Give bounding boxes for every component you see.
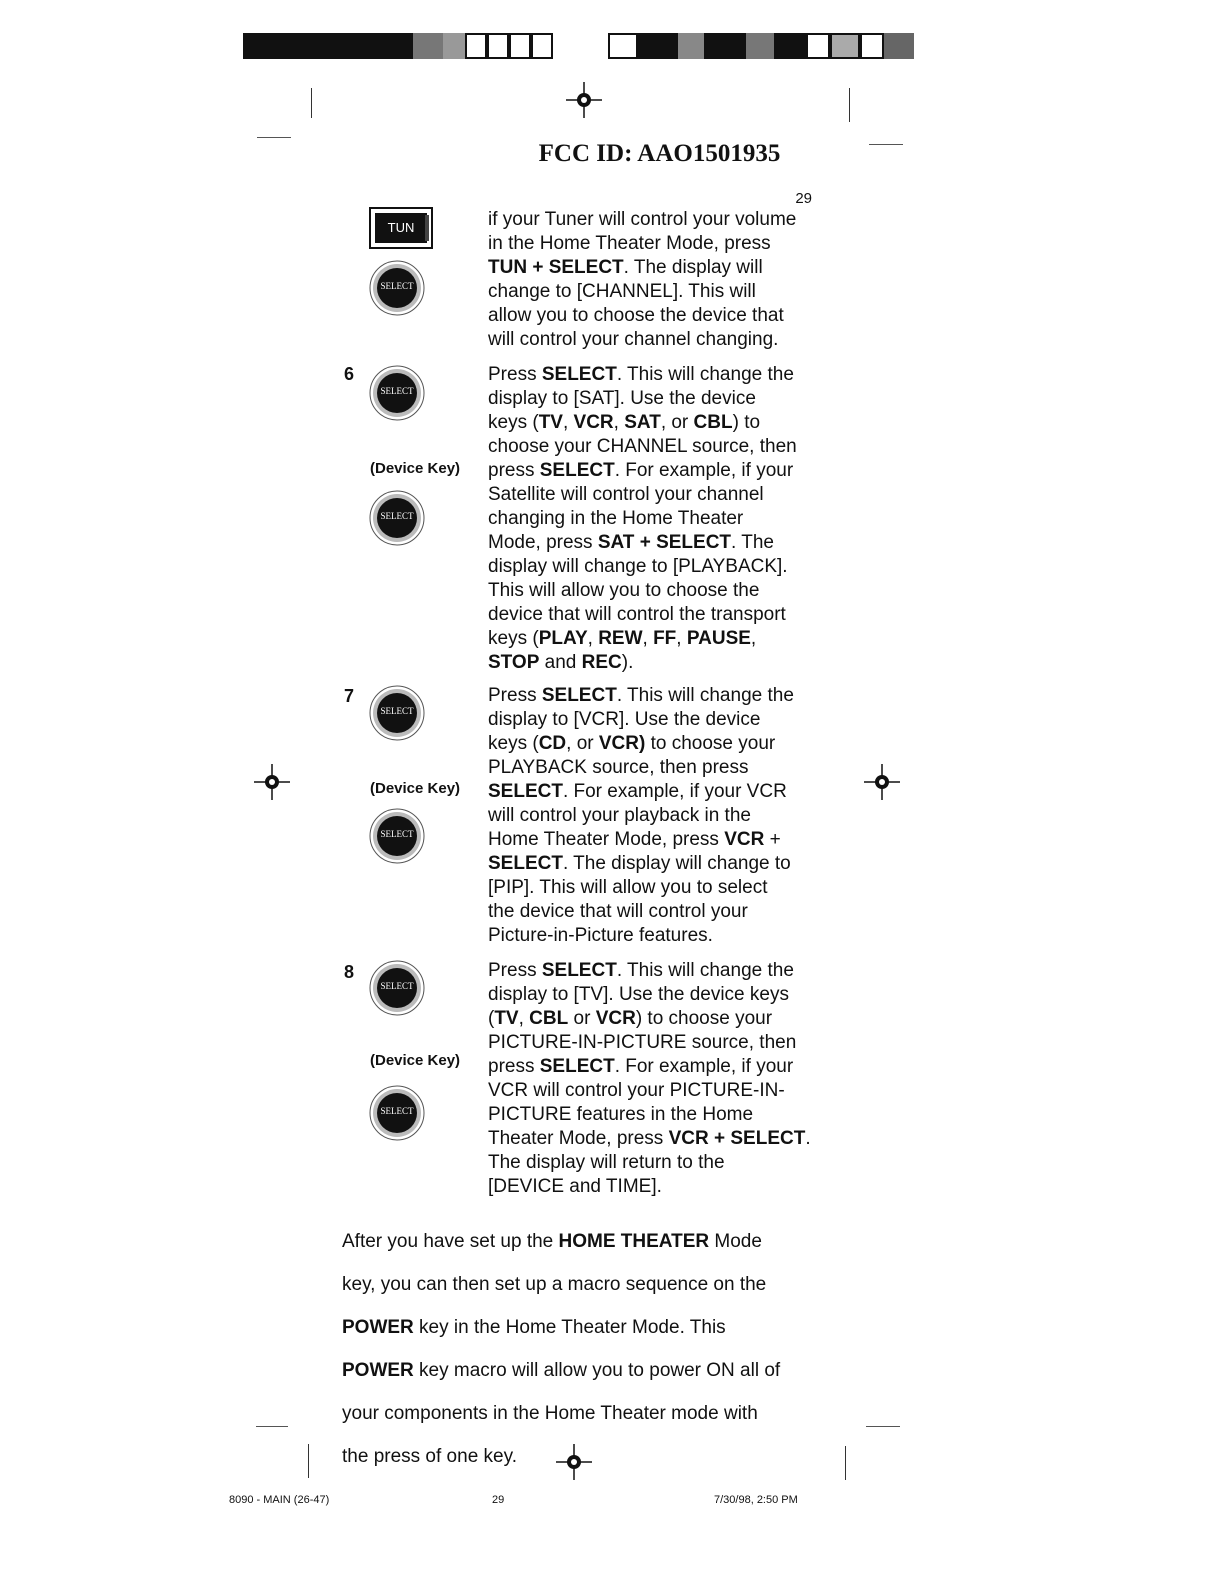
text-line	[488, 1175, 824, 1199]
text-run: ,	[587, 628, 599, 649]
text-line	[488, 483, 824, 507]
text-run: key macro will allow you to power ON all of	[413, 1360, 781, 1381]
text-line	[488, 507, 824, 531]
text-run: ) to	[732, 412, 761, 433]
text-run: display to [TV]. Use the device keys	[488, 984, 789, 1005]
registration-mark-icon	[566, 82, 602, 118]
bold-key-name: SELECT	[541, 960, 617, 981]
crop-mark	[256, 1426, 288, 1427]
text-run: display to [SAT]. Use the device	[488, 388, 756, 409]
text-run: change to [CHANNEL]. This will	[488, 281, 756, 302]
crop-mark	[257, 137, 291, 138]
bold-key-name: SELECT	[539, 1056, 615, 1077]
text-run: Press	[488, 960, 542, 981]
text-run: . The display will	[623, 257, 763, 278]
text-run: key in the Home Theater Mode. This	[413, 1317, 726, 1338]
text-run: . This will change the	[616, 960, 794, 981]
bold-key-name: SELECT	[488, 781, 563, 802]
text-line	[488, 1127, 824, 1151]
registration-mark-icon	[864, 764, 900, 800]
bold-key-name: HOME THEATER	[558, 1231, 710, 1252]
text-line	[488, 1007, 824, 1031]
select-key-label: SELECT	[380, 511, 414, 521]
text-line	[488, 983, 824, 1007]
text-line	[488, 363, 824, 387]
text-run: PICTURE-IN-PICTURE source, then	[488, 1032, 797, 1053]
bold-key-name: POWER	[342, 1360, 414, 1381]
step-text	[488, 959, 824, 1199]
text-run: to choose your	[645, 733, 776, 754]
footer-job-label: 8090 - MAIN (26-47)	[229, 1494, 330, 1506]
text-run: . This will change the	[616, 364, 794, 385]
select-key-icon	[369, 365, 425, 421]
text-line	[488, 900, 824, 924]
text-run: ,	[676, 628, 687, 649]
text-run: [DEVICE and TIME].	[488, 1176, 662, 1197]
bold-key-name: SELECT	[541, 364, 617, 385]
text-line	[488, 555, 824, 579]
text-run: allow you to choose the device that	[488, 305, 784, 326]
bold-key-name: CBL	[529, 1008, 569, 1029]
text-run: ,	[750, 628, 757, 649]
text-line	[488, 435, 824, 459]
text-run: key, you can then set up a macro sequence on the	[342, 1274, 767, 1295]
text-run: if your Tuner will control your volume	[488, 209, 797, 230]
text-line	[342, 1359, 822, 1383]
text-run: the device that will control your	[488, 901, 748, 922]
text-run: . The display will change to	[562, 853, 791, 874]
bold-key-name: STOP	[488, 652, 540, 673]
text-run: press	[488, 460, 540, 481]
bold-key-name: TV	[494, 1008, 519, 1029]
text-run: (	[488, 1008, 495, 1029]
select-key-label: SELECT	[380, 829, 414, 839]
select-key-label: SELECT	[380, 706, 414, 716]
text-run: ).	[621, 652, 634, 673]
text-line	[488, 304, 824, 328]
text-run: Picture-in-Picture features.	[488, 925, 713, 946]
bold-key-name: VCR	[573, 412, 614, 433]
text-run: . For example, if your	[614, 1056, 794, 1077]
crop-mark	[311, 88, 312, 118]
text-line	[488, 651, 824, 675]
text-run: . The	[731, 532, 774, 553]
select-key-icon	[369, 960, 425, 1016]
bold-key-name: SAT	[624, 412, 661, 433]
text-run: Theater Mode, press	[488, 1128, 669, 1149]
text-line	[488, 459, 824, 483]
footer-page-number: 29	[492, 1494, 505, 1506]
text-run: display will change to [PLAYBACK].	[488, 556, 788, 577]
bold-key-name: VCR	[724, 829, 765, 850]
text-line	[488, 756, 824, 780]
select-key-label: SELECT	[380, 981, 414, 991]
text-run: keys (	[488, 412, 539, 433]
text-line	[488, 804, 824, 828]
text-line	[488, 876, 824, 900]
select-key-label: SELECT	[380, 1106, 414, 1116]
crop-mark	[866, 1426, 900, 1427]
text-line	[488, 603, 824, 627]
text-line	[342, 1316, 822, 1340]
text-run: your components in the Home Theater mode with	[342, 1403, 758, 1424]
text-run: PICTURE features in the Home	[488, 1104, 754, 1125]
registration-bar-left	[243, 33, 553, 59]
text-run: This will allow you to choose the	[488, 580, 760, 601]
text-run: or	[568, 1008, 596, 1029]
text-line	[342, 1402, 822, 1426]
device-key-label: (Device Key)	[370, 780, 461, 797]
select-key-icon	[369, 685, 425, 741]
text-line	[488, 531, 824, 555]
text-line	[488, 852, 824, 876]
text-run: choose your CHANNEL source, then	[488, 436, 797, 457]
bold-key-name: SELECT	[488, 853, 563, 874]
text-run: ,	[518, 1008, 530, 1029]
text-run: device that will control the transport	[488, 604, 786, 625]
text-run: the press of one key.	[342, 1446, 517, 1467]
text-run: will control your playback in the	[488, 805, 751, 826]
text-line	[488, 627, 824, 651]
text-run: Mode	[709, 1231, 762, 1252]
text-run: . For example, if your	[614, 460, 794, 481]
text-run: , or	[660, 412, 694, 433]
bold-key-name: VCR	[595, 1008, 636, 1029]
bold-key-name: PLAY	[538, 628, 588, 649]
text-line	[342, 1273, 822, 1297]
bold-key-name: VCR)	[598, 733, 646, 754]
text-line	[488, 684, 824, 708]
text-line	[488, 387, 824, 411]
text-run: display to [VCR]. Use the device	[488, 709, 761, 730]
text-run: After you have set up the	[342, 1231, 559, 1252]
text-run: in the Home Theater Mode, press	[488, 233, 771, 254]
text-run: [PIP]. This will allow you to select	[488, 877, 768, 898]
text-run: ,	[642, 628, 654, 649]
select-key-icon	[369, 260, 425, 316]
step-number: 6	[344, 364, 355, 384]
footer-timestamp: 7/30/98, 2:50 PM	[714, 1494, 798, 1506]
page-number: 29	[795, 190, 812, 207]
bold-key-name: POWER	[342, 1317, 414, 1338]
device-key-label: (Device Key)	[370, 460, 461, 477]
text-line	[488, 959, 824, 983]
text-run: press	[488, 1056, 540, 1077]
text-run: ,	[562, 412, 574, 433]
text-line	[488, 708, 824, 732]
text-line	[488, 732, 824, 756]
text-run: will control your channel changing.	[488, 329, 779, 350]
text-line	[488, 1055, 824, 1079]
text-line	[488, 411, 824, 435]
bold-key-name: TUN + SELECT	[488, 257, 624, 278]
fcc-id-heading: FCC ID: AAO1501935	[538, 140, 781, 167]
text-run: Press	[488, 685, 542, 706]
registration-mark-icon	[254, 764, 290, 800]
bold-key-name: REW	[598, 628, 643, 649]
select-key-icon	[369, 808, 425, 864]
bold-key-name: CD	[538, 733, 567, 754]
text-line	[488, 256, 824, 280]
text-run: . This will change the	[616, 685, 794, 706]
text-run: +	[764, 829, 781, 850]
text-line	[488, 780, 824, 804]
text-run: VCR will control your PICTURE-IN-	[488, 1080, 785, 1101]
tun-key-icon	[369, 207, 433, 249]
step-number: 7	[344, 686, 355, 706]
crop-mark	[849, 88, 850, 122]
text-run: and	[539, 652, 582, 673]
tun-key-label: TUN	[387, 220, 415, 235]
bold-key-name: REC	[581, 652, 622, 673]
text-line	[342, 1230, 822, 1254]
step-text	[488, 363, 824, 675]
text-run: ) to choose your	[635, 1008, 773, 1029]
text-run: changing in the Home Theater	[488, 508, 744, 529]
text-line	[488, 1079, 824, 1103]
text-line	[488, 924, 824, 948]
bold-key-name: PAUSE	[686, 628, 751, 649]
text-run: keys (	[488, 628, 539, 649]
text-run: PLAYBACK source, then press	[488, 757, 749, 778]
step-number: 8	[344, 962, 355, 982]
crop-mark	[845, 1446, 846, 1480]
text-run: Mode, press	[488, 532, 598, 553]
bold-key-name: SAT + SELECT	[597, 532, 732, 553]
bold-key-name: SELECT	[541, 685, 617, 706]
bold-key-name: FF	[653, 628, 677, 649]
text-run: ,	[613, 412, 625, 433]
text-line	[342, 1445, 822, 1469]
select-key-label: SELECT	[380, 281, 414, 291]
step-text	[488, 684, 824, 948]
select-key-icon	[369, 490, 425, 546]
text-run: keys (	[488, 733, 539, 754]
text-line	[488, 1103, 824, 1127]
text-run: Press	[488, 364, 542, 385]
text-line	[488, 208, 824, 232]
bold-key-name: SELECT	[539, 460, 615, 481]
text-line	[488, 232, 824, 256]
text-run: , or	[566, 733, 599, 754]
crop-mark	[308, 1444, 309, 1478]
text-run: The display will return to the	[488, 1152, 725, 1173]
text-run: Satellite will control your channel	[488, 484, 764, 505]
text-line	[488, 1031, 824, 1055]
select-key-icon	[369, 1085, 425, 1141]
bold-key-name: VCR + SELECT	[668, 1128, 806, 1149]
step-text	[488, 208, 824, 352]
bold-key-name: CBL	[693, 412, 733, 433]
text-run: . For example, if your VCR	[562, 781, 787, 802]
registration-bar-right	[608, 33, 914, 59]
text-line	[488, 579, 824, 603]
text-line	[488, 328, 824, 352]
text-line	[488, 828, 824, 852]
bold-key-name: TV	[538, 412, 563, 433]
text-line	[488, 280, 824, 304]
text-run: .	[805, 1128, 811, 1149]
text-line	[488, 1151, 824, 1175]
closing-paragraph	[342, 1211, 822, 1488]
select-key-label: SELECT	[380, 386, 414, 396]
text-run: Home Theater Mode, press	[488, 829, 725, 850]
device-key-label: (Device Key)	[370, 1052, 461, 1069]
